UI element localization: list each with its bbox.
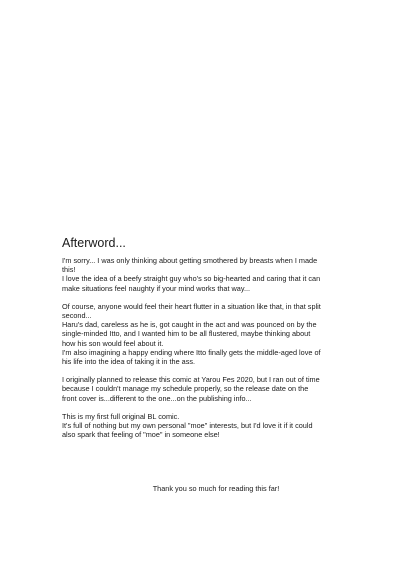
text-line: I love the idea of a beefy straight guy who's so big-hearted and caring that it can	[62, 274, 321, 284]
text-line: This is my first full original BL comic.	[62, 411, 180, 421]
text-line: I originally planned to release this comic at Yarou Fes 2020, but I ran out of time	[62, 375, 320, 385]
text-line: his life into the idea of taking it in the ass.	[62, 357, 196, 367]
text-line: because I couldn't manage my schedule properly, so the release date on the	[62, 384, 309, 394]
closing-thanks: Thank you so much for reading this far!	[152, 484, 280, 493]
text-line: make situations feel naughty if your mind works that way...	[62, 283, 251, 293]
text-line: I'm sorry... I was only thinking about getting smothered by breasts when I made	[62, 256, 318, 265]
text-line: Of course, anyone would feel their heart flutter in a situation like that, in that split	[62, 301, 321, 311]
text-line: I'm also imagining a happy ending where Itto finally gets the middle-aged love of	[62, 347, 321, 357]
text-line: Haru's dad, careless as he is, got caught in the act and was pounced on by the	[62, 320, 317, 330]
text-line: single-minded Itto, and I wanted him to be all flustered, maybe thinking about	[62, 329, 311, 339]
paragraph-4	[62, 412, 354, 440]
text-line: front cover is...different to the one...on the publishing info...	[62, 393, 252, 403]
text-line: how his son would feel about it.	[62, 338, 164, 348]
afterword-heading: Afterword...	[62, 236, 126, 250]
paragraph-1	[62, 256, 354, 293]
text-line: also spark that feeling of "moe" in someone else!	[62, 430, 220, 440]
text-line: It's full of nothing but my own personal "moe" interests, but I'd love it if it could	[62, 421, 313, 431]
text-line: second...	[62, 311, 92, 321]
paragraph-2	[62, 302, 354, 366]
afterword-body	[62, 256, 354, 448]
paragraph-3	[62, 375, 354, 403]
text-line: this!	[62, 265, 76, 275]
